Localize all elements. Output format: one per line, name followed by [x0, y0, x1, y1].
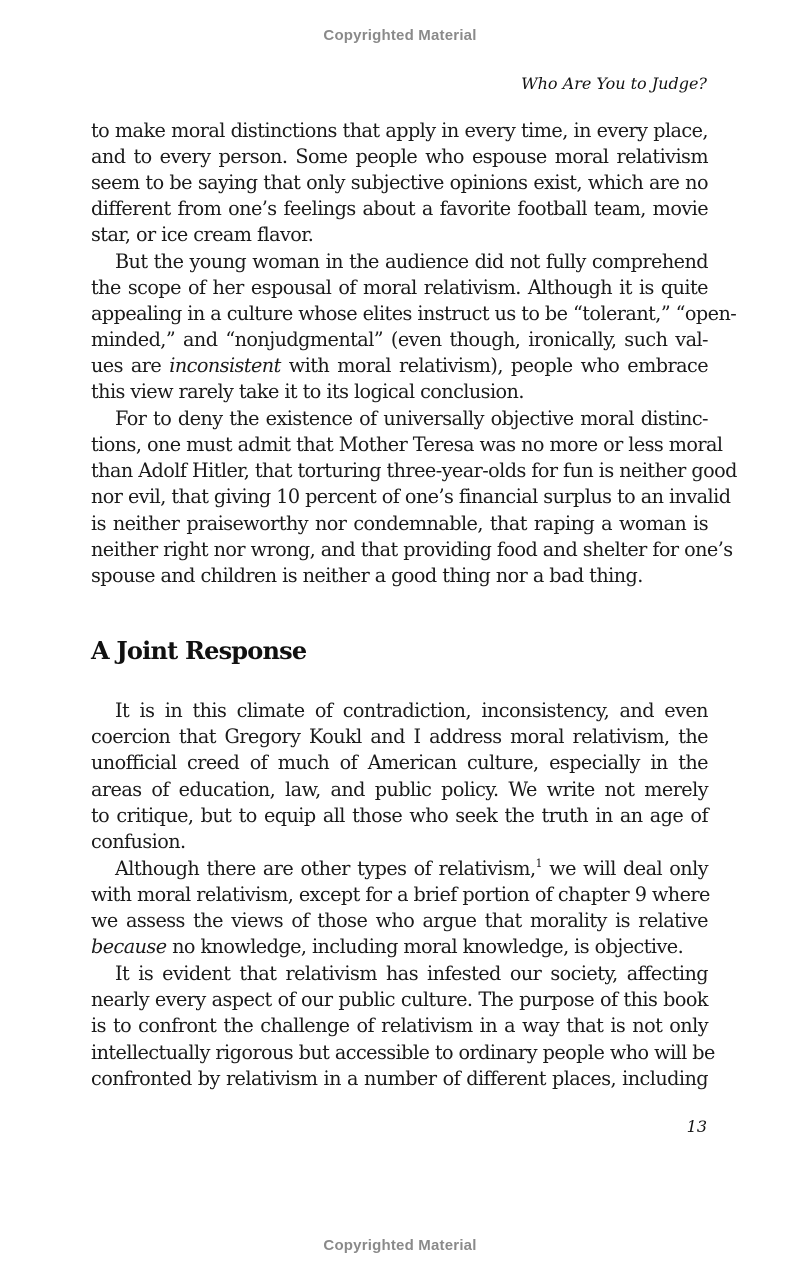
running-head: Who Are You to Judge?	[521, 74, 707, 93]
copyright-watermark-bottom: Copyrighted Material	[323, 1237, 477, 1254]
text-line: But the young woman in the audience did not fully comprehend	[115, 250, 708, 273]
page-number: 13	[686, 1117, 707, 1136]
text-run: ues are	[91, 354, 170, 377]
text-line: to critique, but to equip all those who seek the truth in an age of	[91, 804, 708, 827]
text-run: no knowledge, including moral knowledge, is objective.	[166, 935, 684, 958]
text-line: neither right nor wrong, and that providing food and shelter for one’s	[91, 538, 733, 561]
text-line: coercion that Gregory Koukl and I address moral relativism, the	[91, 725, 708, 748]
text-line: tions, one must admit that Mother Teresa was no more or less moral	[91, 433, 723, 456]
text-line: areas of education, law, and public policy. We write not merely	[91, 778, 708, 801]
text-line: intellectually rigorous but accessible to ordinary people who will be	[91, 1041, 715, 1064]
section-heading: A Joint Response	[91, 636, 307, 665]
text-line: appealing in a culture whose elites instruct us to be “tolerant,” “open-	[91, 302, 737, 325]
text-line: to make moral distinctions that apply in every time, in every place,	[91, 119, 708, 142]
text-line: we assess the views of those who argue that morality is relative	[91, 909, 708, 932]
copyright-watermark-top: Copyrighted Material	[323, 27, 477, 44]
italic-emphasis: because	[91, 935, 167, 958]
text-run: with moral relativism), people who embrace	[280, 354, 708, 377]
text-run: we will deal only	[541, 857, 708, 880]
text-line: than Adolf Hitler, that torturing three-year-olds for fun is neither good	[91, 459, 737, 482]
text-line: nearly every aspect of our public culture. The purpose of this book	[91, 988, 708, 1011]
text-line: and to every person. Some people who espouse moral relativism	[91, 145, 708, 168]
text-line: with moral relativism, except for a brief portion of chapter 9 where	[91, 883, 710, 906]
text-line	[91, 934, 708, 960]
italic-emphasis: inconsistent	[169, 354, 281, 377]
text-line: It is in this climate of contradiction, inconsistency, and even	[115, 699, 708, 722]
text-line: different from one’s feelings about a favorite football team, movie	[91, 197, 708, 220]
text-line: is to confront the challenge of relativism in a way that is not only	[91, 1014, 708, 1037]
text-line: is neither praiseworthy nor condemnable, that raping a woman is	[91, 512, 708, 535]
text-line: star, or ice cream flavor.	[91, 223, 314, 246]
text-line: confronted by relativism in a number of different places, including	[91, 1067, 708, 1090]
text-line: the scope of her espousal of moral relativism. Although it is quite	[91, 276, 708, 299]
text-line: this view rarely take it to its logical conclusion.	[91, 380, 524, 403]
text-line: seem to be saying that only subjective opinions exist, which are no	[91, 171, 708, 194]
text-line: nor evil, that giving 10 percent of one’s financial surplus to an invalid	[91, 485, 731, 508]
text-line: For to deny the existence of universally objective moral distinc-	[115, 407, 708, 430]
text-run: Although there are other types of relativism,	[115, 857, 536, 880]
text-line: It is evident that relativism has infested our society, affecting	[115, 962, 708, 985]
text-line: confusion.	[91, 830, 186, 853]
text-line: minded,” and “nonjudgmental” (even though, ironically, such val-	[91, 328, 708, 351]
text-line	[91, 353, 708, 379]
text-line: spouse and children is neither a good thing nor a bad thing.	[91, 564, 643, 587]
text-line	[91, 856, 708, 882]
footnote-reference[interactable]: 1	[535, 857, 542, 870]
text-line: unofficial creed of much of American culture, especially in the	[91, 751, 708, 774]
